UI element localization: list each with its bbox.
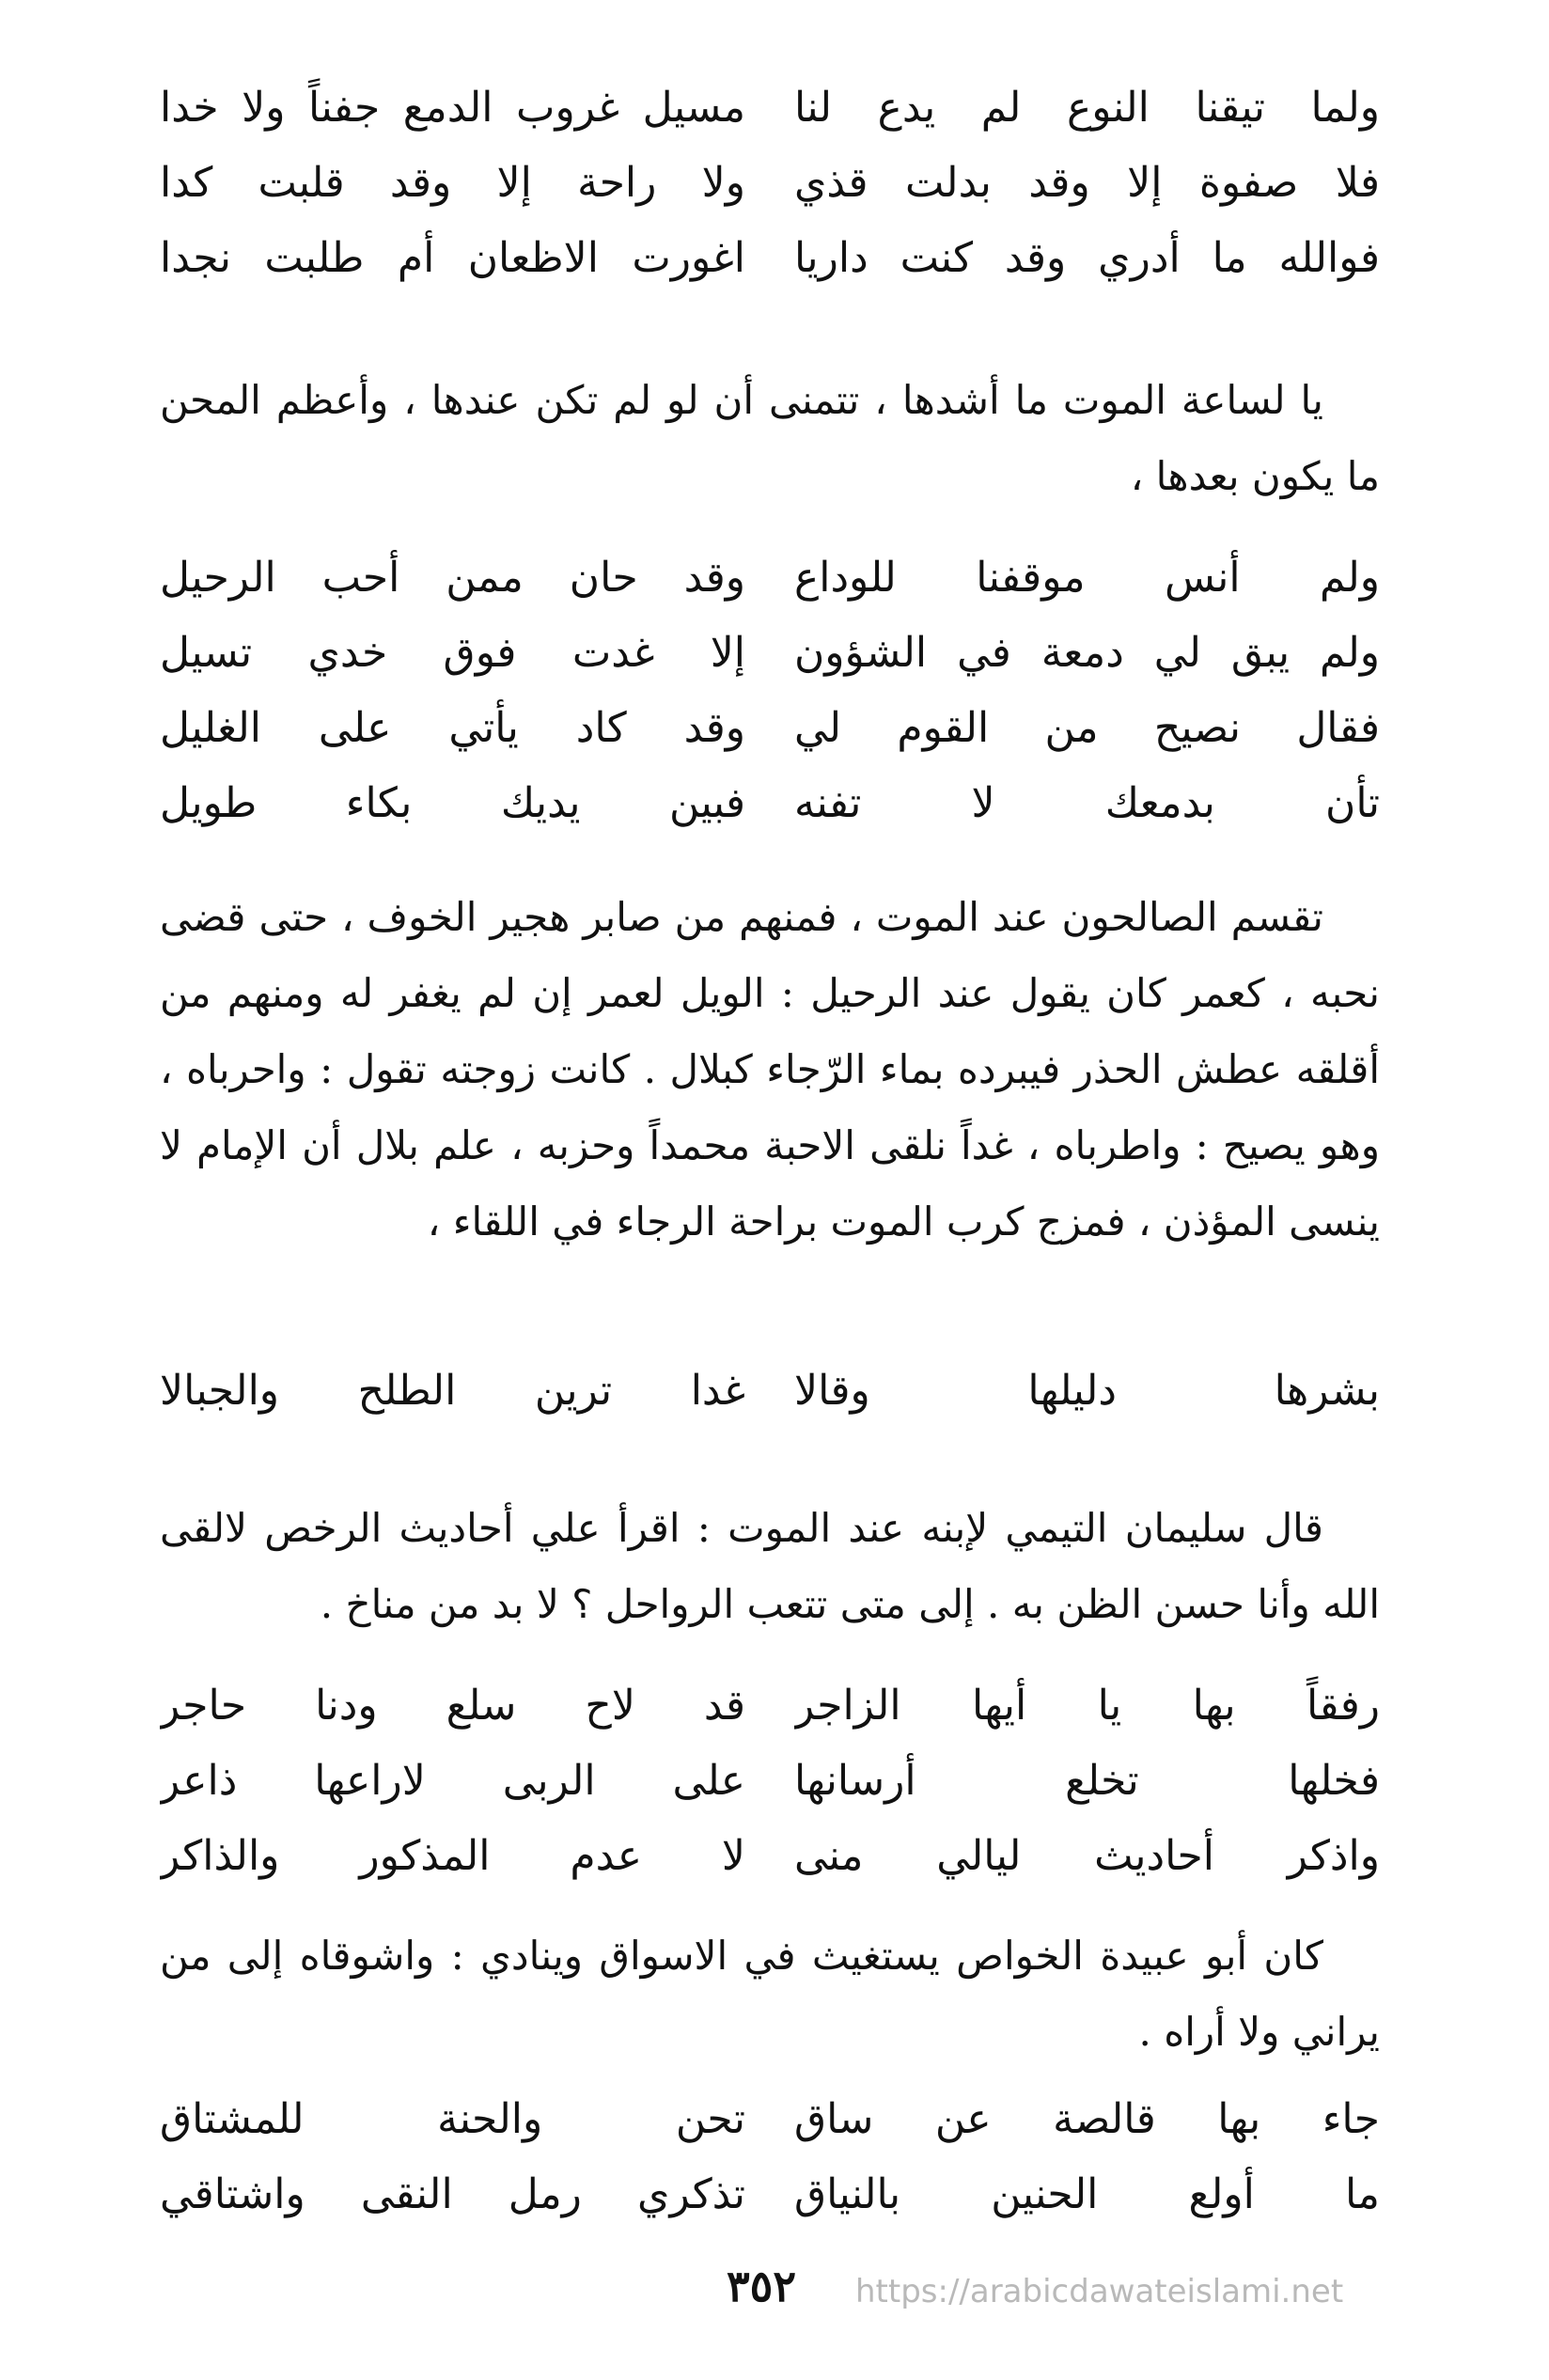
verse-line (160, 540, 1380, 616)
verse-second-hemistich: إلا غدت فوق خدي تسيل (160, 629, 746, 677)
verse-first-hemistich: فوالله ما أدري وقد كنت داريا (793, 234, 1380, 282)
verse-line (160, 146, 1380, 221)
verse-line (160, 1354, 1380, 1429)
poem-block-4 (160, 1668, 1380, 1894)
verse-second-hemistich: اغورت الاظعان أم طلبت نجدا (160, 234, 746, 282)
prose-paragraph-1 (160, 362, 1380, 514)
verse-second-hemistich: تذكري رمل النقى واشتاقي (160, 2170, 746, 2218)
verse-line (160, 766, 1380, 841)
verse-second-hemistich: على الربى لاراعها ذاعر (160, 1757, 746, 1805)
poem-block-5 (160, 2082, 1380, 2232)
verse-second-hemistich: غدا ترين الطلح والجبالا (160, 1367, 746, 1415)
verse-line (160, 221, 1380, 296)
verse-second-hemistich: وقد كاد يأتي على الغليل (160, 704, 746, 752)
prose-paragraph-3 (160, 1490, 1380, 1642)
verse-first-hemistich: ما أولع الحنين بالنياق (793, 2170, 1380, 2218)
poem-block-2 (160, 540, 1380, 841)
paragraph-text: قال سليمان التيمي لإبنه عند الموت : اقرأ علي أحاديث الرخص لالقى الله وأنا حسن الظن به . إلى متى تتعب الرواحل ؟ لا بد من مناخ . (160, 1505, 1380, 1627)
verse-second-hemistich: مسيل غروب الدمع جفناً ولا خدا (160, 84, 746, 132)
prose-paragraph-2 (160, 879, 1380, 1260)
verse-line (160, 1668, 1380, 1744)
poem-block-1 (160, 70, 1380, 296)
verse-second-hemistich: وقد حان ممن أحب الرحيل (160, 554, 746, 602)
verse-second-hemistich: تحن والحنة للمشتاق (160, 2095, 746, 2143)
verse-second-hemistich: ولا راحة إلا وقد قلبت كدا (160, 159, 746, 207)
page-number: ٣٥٢ (726, 2261, 797, 2311)
paragraph-text: تقسم الصالحون عند الموت ، فمنهم من صابر هجير الخوف ، حتى قضى نحبه ، كعمر كان يقول عند الرحيل : الويل لعمر إن لم يغفر له ومنهم من أقلقه عطش الحذر فيبرده بماء الرّجاء كبلال . كانت زوجته تقول : واحرباه ، وهو يصيح : واطرباه ، غداً نلقى الاحبة محمداً وحزبه ، علم بلال أن الإمام لا ينسى المؤذن ، فمزج كرب الموت براحة الرجاء في اللقاء ، (160, 894, 1380, 1245)
verse-first-hemistich: ولم أنس موقفنا للوداع (793, 554, 1380, 602)
verse-second-hemistich: قد لاح سلع ودنا حاجر (160, 1682, 746, 1730)
verse-first-hemistich: ولم يبق لي دمعة في الشؤون (793, 629, 1380, 677)
verse-first-hemistich: فلا صفوة إلا وقد بدلت قذي (793, 159, 1380, 207)
verse-first-hemistich: بشرها دليلها وقالا (793, 1367, 1380, 1415)
verse-first-hemistich: فقال نصيح من القوم لي (793, 704, 1380, 752)
verse-second-hemistich: لا عدم المذكور والذاكر (160, 1832, 746, 1880)
paragraph-text: كان أبو عبيدة الخواص يستغيث في الاسواق وينادي : واشوقاه إلى من يراني ولا أراه . (160, 1933, 1380, 2055)
verse-first-hemistich: فخلها تخلع أرسانها (793, 1757, 1380, 1805)
prose-paragraph-4 (160, 1918, 1380, 2070)
verse-line (160, 70, 1380, 146)
verse-first-hemistich: جاء بها قالصة عن ساق (793, 2095, 1380, 2143)
verse-line (160, 2082, 1380, 2157)
paragraph-text: يا لساعة الموت ما أشدها ، تتمنى أن لو لم تكن عندها ، وأعظم المحن ما يكون بعدها ، (160, 377, 1380, 499)
verse-second-hemistich: فبين يديك بكاء طويل (160, 779, 746, 827)
poem-block-3 (160, 1354, 1380, 1429)
watermark-url: https://arabicdawateislami.net (855, 2273, 1344, 2310)
verse-line (160, 616, 1380, 691)
verse-line (160, 1744, 1380, 1819)
verse-first-hemistich: ولما تيقنا النوع لم يدع لنا (793, 84, 1380, 132)
verse-first-hemistich: واذكر أحاديث ليالي منى (793, 1832, 1380, 1880)
verse-first-hemistich: تأن بدمعك لا تفنه (793, 779, 1380, 827)
verse-first-hemistich: رفقاً بها يا أيها الزاجر (793, 1682, 1380, 1730)
verse-line (160, 2157, 1380, 2232)
verse-line (160, 691, 1380, 766)
verse-line (160, 1819, 1380, 1894)
